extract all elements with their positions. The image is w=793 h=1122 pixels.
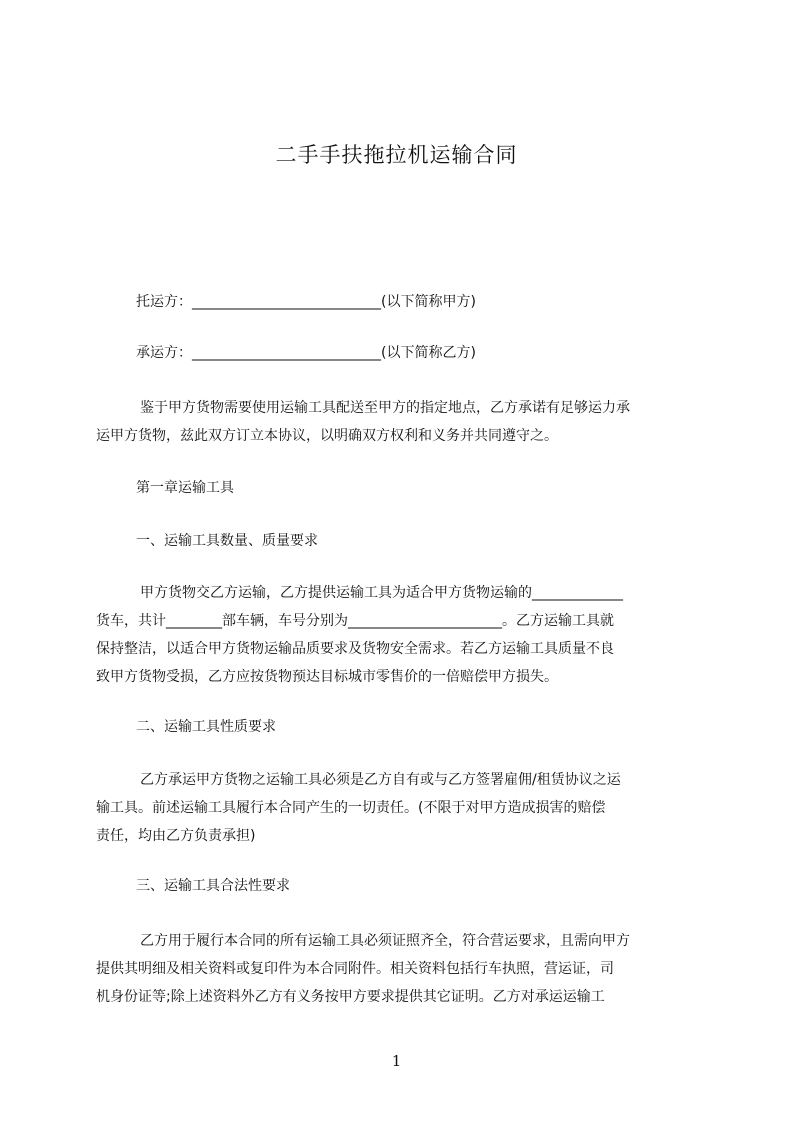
- section-1-body: [96, 579, 704, 691]
- carrier-line: 承运方：___________________________(以下简称乙方): [136, 345, 476, 361]
- page-number: 1: [391, 1052, 402, 1070]
- preamble-line-2: 运甲方货物，兹此双方订立本协议，以明确双方权利和义务并共同遵守之。: [96, 428, 558, 444]
- section-2-body: [96, 766, 704, 850]
- section-1-heading: 一、运输工具数量、质量要求: [136, 533, 318, 549]
- section-2-heading: 二、运输工具性质要求: [136, 719, 276, 735]
- section-2-line-3: 责任，均由乙方负责承担): [96, 828, 256, 844]
- section-3-body: [96, 927, 704, 1011]
- contract-title: 二手手扶拖拉机运输合同: [275, 143, 518, 167]
- section-1-line-2: 货车，共计________部车辆，车号分别为______________________。乙方运输工具就: [96, 613, 614, 629]
- section-3-heading: 三、运输工具合法性要求: [136, 878, 290, 894]
- chapter-heading: 第一章运输工具: [136, 480, 234, 496]
- section-2-line-1: 乙方承运甲方货物之运输工具必须是乙方自有或与乙方签署雇佣/租赁协议之运: [140, 772, 621, 788]
- section-1-line-3: 保持整洁，以适合甲方货物运输品质要求及货物安全需求。若乙方运输工具质量不良: [96, 641, 614, 657]
- section-3-line-2: 提供其明细及相关资料或复印件为本合同附件。相关资料包括行车执照，营运证，司: [96, 961, 614, 977]
- section-1-line-4: 致甲方货物受损，乙方应按货物预达目标城市零售价的一倍赔偿甲方损失。: [96, 669, 558, 685]
- section-1-line-1: 甲方货物交乙方运输，乙方提供运输工具为适合甲方货物运输的_____________: [140, 585, 623, 601]
- preamble-line-1: 鉴于甲方货物需要使用运输工具配送至甲方的指定地点，乙方承诺有足够运力承: [140, 400, 630, 416]
- section-3-line-1: 乙方用于履行本合同的所有运输工具必须证照齐全，符合营运要求，且需向甲方: [140, 933, 630, 949]
- section-3-line-3: 机身份证等;除上述资料外乙方有义务按甲方要求提供其它证明。乙方对承运运输工: [96, 989, 605, 1005]
- preamble-paragraph: [96, 394, 704, 450]
- shipper-line: 托运方：___________________________(以下简称甲方): [136, 294, 476, 310]
- section-2-line-2: 输工具。前述运输工具履行本合同产生的一切责任。(不限于对甲方造成损害的赔偿: [96, 800, 606, 816]
